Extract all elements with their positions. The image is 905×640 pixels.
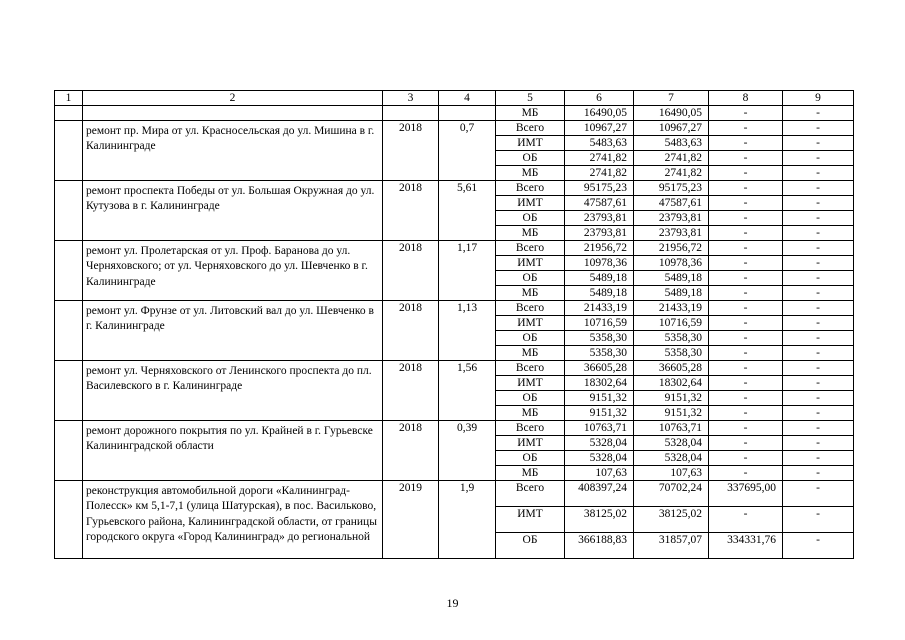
amount-col9-cell: -: [783, 481, 854, 507]
header-cell-5: 5: [496, 91, 565, 106]
funding-source-cell: ИМТ: [496, 376, 565, 391]
project-row: [55, 181, 854, 196]
amount-col6-cell: 9151,32: [565, 406, 634, 421]
amount-col9-cell: -: [783, 466, 854, 481]
funding-source-cell: ИМТ: [496, 316, 565, 331]
amount-col6-cell: 5358,30: [565, 331, 634, 346]
header-cell-6: 6: [565, 91, 634, 106]
year-cell: [383, 106, 439, 121]
amount-col7-cell: 23793,81: [634, 226, 709, 241]
amount-col7-cell: 9151,32: [634, 391, 709, 406]
amount-col8-cell: -: [709, 271, 783, 286]
amount-col8-cell: -: [709, 451, 783, 466]
amount-col7-cell: 21956,72: [634, 241, 709, 256]
length-cell: 0,39: [439, 421, 496, 481]
amount-col6-cell: 5483,63: [565, 136, 634, 151]
amount-col9-cell: -: [783, 151, 854, 166]
amount-col7-cell: 5489,18: [634, 271, 709, 286]
funding-source-cell: МБ: [496, 346, 565, 361]
funding-source-cell: Всего: [496, 481, 565, 507]
amount-col9-cell: -: [783, 361, 854, 376]
amount-col8-cell: -: [709, 391, 783, 406]
header-cell-8: 8: [709, 91, 783, 106]
funding-source-cell: ОБ: [496, 151, 565, 166]
amount-col9-cell: -: [783, 286, 854, 301]
funding-source-cell: ОБ: [496, 331, 565, 346]
header-cell-7: 7: [634, 91, 709, 106]
amount-col7-cell: 10763,71: [634, 421, 709, 436]
amount-col9-cell: -: [783, 271, 854, 286]
amount-col8-cell: -: [709, 136, 783, 151]
amount-col9-cell: -: [783, 196, 854, 211]
funding-source-cell: МБ: [496, 166, 565, 181]
length-cell: [439, 106, 496, 121]
amount-col7-cell: 107,63: [634, 466, 709, 481]
row-number-cell: [55, 481, 83, 559]
funding-source-cell: ОБ: [496, 391, 565, 406]
amount-col6-cell: 366188,83: [565, 533, 634, 559]
row-number-cell: [55, 421, 83, 481]
year-cell: 2018: [383, 241, 439, 301]
amount-col6-cell: 9151,32: [565, 391, 634, 406]
header-cell-4: 4: [439, 91, 496, 106]
length-cell: 1,17: [439, 241, 496, 301]
row-number-cell: [55, 361, 83, 421]
funding-source-cell: Всего: [496, 121, 565, 136]
amount-col6-cell: 36605,28: [565, 361, 634, 376]
length-cell: 5,61: [439, 181, 496, 241]
funding-source-cell: ОБ: [496, 211, 565, 226]
amount-col7-cell: 5328,04: [634, 436, 709, 451]
project-name-cell: ремонт дорожного покрытия по ул. Крайней в г. Гурьевске Калининградской области: [83, 421, 383, 481]
amount-col8-cell: -: [709, 286, 783, 301]
amount-col9-cell: -: [783, 331, 854, 346]
amount-col6-cell: 23793,81: [565, 226, 634, 241]
amount-col8-cell: -: [709, 301, 783, 316]
amount-col9-cell: -: [783, 421, 854, 436]
funding-source-cell: Всего: [496, 301, 565, 316]
amount-col9-cell: -: [783, 121, 854, 136]
amount-col6-cell: 107,63: [565, 466, 634, 481]
length-cell: 1,13: [439, 301, 496, 361]
amount-col6-cell: 5328,04: [565, 436, 634, 451]
amount-col6-cell: 10967,27: [565, 121, 634, 136]
project-row: [55, 481, 854, 507]
funding-table: [54, 90, 854, 559]
amount-col6-cell: 21956,72: [565, 241, 634, 256]
length-cell: 0,7: [439, 121, 496, 181]
amount-col7-cell: 10716,59: [634, 316, 709, 331]
funding-source-cell: Всего: [496, 181, 565, 196]
amount-col7-cell: 18302,64: [634, 376, 709, 391]
amount-col7-cell: 95175,23: [634, 181, 709, 196]
amount-col7-cell: 2741,82: [634, 166, 709, 181]
amount-col8-cell: -: [709, 346, 783, 361]
amount-col8-cell: -: [709, 256, 783, 271]
funding-source-cell: ОБ: [496, 271, 565, 286]
amount-col6-cell: 5328,04: [565, 451, 634, 466]
funding-source-cell: ИМТ: [496, 136, 565, 151]
year-cell: 2019: [383, 481, 439, 559]
amount-col8-cell: -: [709, 166, 783, 181]
amount-col6-cell: 5489,18: [565, 286, 634, 301]
project-row: [55, 121, 854, 136]
amount-col6-cell: 95175,23: [565, 181, 634, 196]
funding-source-cell: МБ: [496, 226, 565, 241]
amount-col8-cell: -: [709, 211, 783, 226]
amount-col6-cell: 408397,24: [565, 481, 634, 507]
amount-col7-cell: 5358,30: [634, 331, 709, 346]
amount-col8-cell: -: [709, 466, 783, 481]
amount-col7-cell: 10978,36: [634, 256, 709, 271]
amount-col6-cell: 38125,02: [565, 507, 634, 533]
row-number-cell: [55, 106, 83, 121]
amount-col7-cell: 38125,02: [634, 507, 709, 533]
project-name-cell: ремонт ул. Черняховского от Ленинского проспекта до пл. Василевского в г. Калининграде: [83, 361, 383, 421]
year-cell: 2018: [383, 421, 439, 481]
continuation-row: [55, 106, 854, 121]
funding-source-cell: ИМТ: [496, 507, 565, 533]
amount-col6-cell: 10978,36: [565, 256, 634, 271]
year-cell: 2018: [383, 181, 439, 241]
amount-col7-cell: 70702,24: [634, 481, 709, 507]
amount-col9-cell: -: [783, 451, 854, 466]
project-name-cell: ремонт проспекта Победы от ул. Большая Окружная до ул. Кутузова в г. Калининграде: [83, 181, 383, 241]
amount-col9-cell: -: [783, 136, 854, 151]
amount-col8-cell: -: [709, 106, 783, 121]
header-cell-1: 1: [55, 91, 83, 106]
funding-source-cell: Всего: [496, 241, 565, 256]
amount-col7-cell: 2741,82: [634, 151, 709, 166]
funding-source-cell: МБ: [496, 286, 565, 301]
project-name-cell: реконструкция автомобильной дороги «Калининград-Полесск» км 5,1-7,1 (улица Шатурская), в пос. Васильково, Гурьевского района, Калининградской области, от границы городского округа «Город Калининград» до региональной: [83, 481, 383, 559]
table-body: [55, 91, 854, 559]
amount-col9-cell: -: [783, 406, 854, 421]
amount-col7-cell: 36605,28: [634, 361, 709, 376]
amount-col7-cell: 5328,04: [634, 451, 709, 466]
row-number-cell: [55, 181, 83, 241]
project-name-cell: ремонт ул. Пролетарская от ул. Проф. Баранова до ул. Черняховского; от ул. Черняховского до ул. Шевченко в г. Калининграде: [83, 241, 383, 301]
page-number: 19: [446, 596, 459, 610]
funding-source-cell: МБ: [496, 466, 565, 481]
amount-col7-cell: 21433,19: [634, 301, 709, 316]
length-cell: 1,56: [439, 361, 496, 421]
amount-col6-cell: 2741,82: [565, 151, 634, 166]
amount-col7-cell: 5489,18: [634, 286, 709, 301]
amount-col8-cell: 337695,00: [709, 481, 783, 507]
amount-col9-cell: -: [783, 106, 854, 121]
amount-col7-cell: 9151,32: [634, 406, 709, 421]
length-cell: 1,9: [439, 481, 496, 559]
amount-col6-cell: 47587,61: [565, 196, 634, 211]
amount-col9-cell: -: [783, 436, 854, 451]
amount-col6-cell: 23793,81: [565, 211, 634, 226]
project-name-cell: ремонт ул. Фрунзе от ул. Литовский вал до ул. Шевченко в г. Калининграде: [83, 301, 383, 361]
amount-col8-cell: -: [709, 331, 783, 346]
funding-source-cell: МБ: [496, 406, 565, 421]
amount-col8-cell: -: [709, 406, 783, 421]
amount-col9-cell: -: [783, 507, 854, 533]
year-cell: 2018: [383, 301, 439, 361]
project-name-cell: ремонт пр. Мира от ул. Красносельская до ул. Мишина в г. Калининграде: [83, 121, 383, 181]
funding-source-cell: Всего: [496, 421, 565, 436]
amount-col7-cell: 10967,27: [634, 121, 709, 136]
amount-col9-cell: -: [783, 211, 854, 226]
amount-col8-cell: -: [709, 507, 783, 533]
amount-col9-cell: -: [783, 391, 854, 406]
project-row: [55, 421, 854, 436]
amount-col9-cell: -: [783, 241, 854, 256]
header-row: [55, 91, 854, 106]
amount-col8-cell: -: [709, 361, 783, 376]
amount-col6-cell: 10763,71: [565, 421, 634, 436]
amount-col6-cell: 16490,05: [565, 106, 634, 121]
project-row: [55, 301, 854, 316]
amount-col9-cell: -: [783, 226, 854, 241]
amount-col6-cell: 21433,19: [565, 301, 634, 316]
amount-col8-cell: -: [709, 316, 783, 331]
amount-col9-cell: -: [783, 166, 854, 181]
amount-col6-cell: 10716,59: [565, 316, 634, 331]
funding-source-cell: ОБ: [496, 533, 565, 559]
header-cell-3: 3: [383, 91, 439, 106]
amount-col9-cell: -: [783, 346, 854, 361]
project-row: [55, 361, 854, 376]
funding-source-cell: ИМТ: [496, 196, 565, 211]
year-cell: 2018: [383, 361, 439, 421]
amount-col7-cell: 5358,30: [634, 346, 709, 361]
funding-source-cell: ИМТ: [496, 256, 565, 271]
amount-col6-cell: 5358,30: [565, 346, 634, 361]
amount-col9-cell: -: [783, 256, 854, 271]
amount-col8-cell: -: [709, 241, 783, 256]
amount-col8-cell: -: [709, 436, 783, 451]
amount-col6-cell: 18302,64: [565, 376, 634, 391]
project-name-cell: [83, 106, 383, 121]
funding-source-cell: ИМТ: [496, 436, 565, 451]
amount-col7-cell: 23793,81: [634, 211, 709, 226]
amount-col6-cell: 5489,18: [565, 271, 634, 286]
amount-col9-cell: -: [783, 533, 854, 559]
amount-col8-cell: -: [709, 376, 783, 391]
amount-col7-cell: 47587,61: [634, 196, 709, 211]
funding-source-cell: ОБ: [496, 451, 565, 466]
header-cell-2: 2: [83, 91, 383, 106]
row-number-cell: [55, 301, 83, 361]
year-cell: 2018: [383, 121, 439, 181]
funding-source-cell: Всего: [496, 361, 565, 376]
amount-col7-cell: 16490,05: [634, 106, 709, 121]
amount-col6-cell: 2741,82: [565, 166, 634, 181]
amount-col9-cell: -: [783, 376, 854, 391]
amount-col9-cell: -: [783, 301, 854, 316]
amount-col9-cell: -: [783, 181, 854, 196]
row-number-cell: [55, 241, 83, 301]
amount-col8-cell: -: [709, 151, 783, 166]
amount-col8-cell: -: [709, 121, 783, 136]
amount-col8-cell: -: [709, 226, 783, 241]
amount-col9-cell: -: [783, 316, 854, 331]
header-cell-9: 9: [783, 91, 854, 106]
amount-col7-cell: 31857,07: [634, 533, 709, 559]
row-number-cell: [55, 121, 83, 181]
project-row: [55, 241, 854, 256]
amount-col8-cell: -: [709, 196, 783, 211]
amount-col8-cell: -: [709, 421, 783, 436]
amount-col7-cell: 5483,63: [634, 136, 709, 151]
funding-source-cell: МБ: [496, 106, 565, 121]
amount-col8-cell: -: [709, 181, 783, 196]
amount-col8-cell: 334331,76: [709, 533, 783, 559]
